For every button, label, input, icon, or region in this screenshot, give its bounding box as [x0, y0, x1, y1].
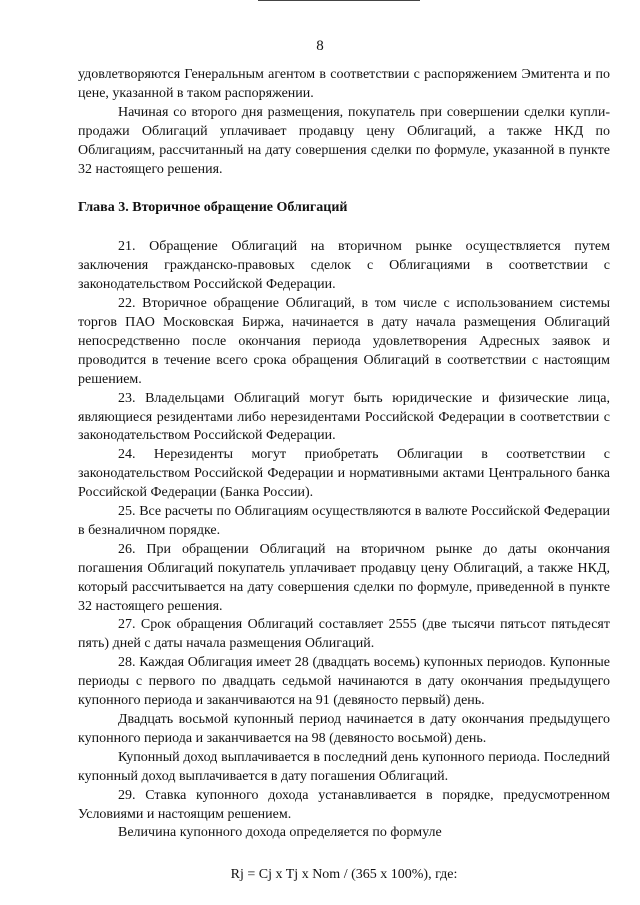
paragraph-22: 22. Вторичное обращение Облигаций, в том числе с использованием системы торгов ПАО Московская Биржа, начинается в дату начала размещения Облигаций непосредственно после окончания периода удовлетворения Адресных заявок и проводится в течение всего срока обращения Облигаций в соответствии с настоящим решением.	[78, 296, 610, 387]
paragraph-continuation: удовлетворяются Генеральным агентом в соответствии с распоряжением Эмитента и по цене, указанной в таком распоряжении.	[78, 67, 610, 101]
paragraph-28: 28. Каждая Облигация имеет 28 (двадцать восемь) купонных периодов. Купонные периоды с первого по двадцать седьмой начинаются в дату окончания предыдущего купонного периода и заканчиваются на 91 (девяносто первый) день.	[78, 655, 610, 709]
paragraph-27: 27. Срок обращения Облигаций составляет 2555 (две тысячи пятьсот пятьдесят пять) дней с даты начала размещения Облигаций.	[78, 617, 610, 652]
paragraph-25: 25. Все расчеты по Облигациям осуществляются в валюте Российской Федерации в безналичном порядке.	[78, 504, 610, 538]
paragraph-23: 23. Владельцами Облигаций могут быть юридические и физические лица, являющиеся резидентами либо нерезидентами Российской Федерации в соответствии с законодательством Российской Федерации.	[78, 390, 610, 444]
paragraph-26: 26. При обращении Облигаций на вторичном рынке до даты окончания погашения Облигаций покупатель уплачивает продавцу цену Облигаций, а также НКД, который рассчитывается на дату совершения сделки по формуле, приведенной в пункте 32 настоящего решения.	[78, 541, 610, 614]
paragraph-21: 21. Обращение Облигаций на вторичном рынке осуществляется путем заключения гражданско-правовых сделок с Облигациями в соответствии с законодательством Российской Федерации.	[78, 239, 610, 293]
paragraph-29: 29. Ставка купонного дохода устанавливается в порядке, предусмотренном Условиями и настоящим решением.	[78, 787, 610, 822]
paragraph-28-coupon-payment: Купонный доход выплачивается в последний день купонного периода. Последний купонный доход выплачивается в дату погашения Облигаций.	[78, 749, 610, 784]
page-number: 8	[316, 38, 324, 54]
chapter-heading: Глава 3. Вторичное обращение Облигаций	[78, 200, 348, 216]
paragraph-second-day: Начиная со второго дня размещения, покупатель при совершении сделки купли-продажи Облигаций уплачивает продавцу цену Облигаций, а также НКД по Облигациям, рассчитанный на дату совершения сделки по формуле, указанной в пункте 32 настоящего решения.	[78, 104, 610, 177]
document-body	[78, 66, 610, 885]
top-rule	[258, 0, 420, 1]
paragraph-29-formula-intro: Величина купонного дохода определяется по формуле	[118, 825, 442, 841]
coupon-formula: Rj = Cj x Tj x Nom / (365 x 100%), где:	[230, 867, 458, 883]
paragraph-24: 24. Нерезиденты могут приобретать Облигации в соответствии с законодательством Российской Федерации и нормативными актами Центрального банка Российской Федерации (Банка России).	[78, 447, 610, 501]
paragraph-28-last-period: Двадцать восьмой купонный период начинается в дату окончания предыдущего купонного периода и заканчивается на 98 (девяносто восьмой) день.	[78, 712, 610, 746]
